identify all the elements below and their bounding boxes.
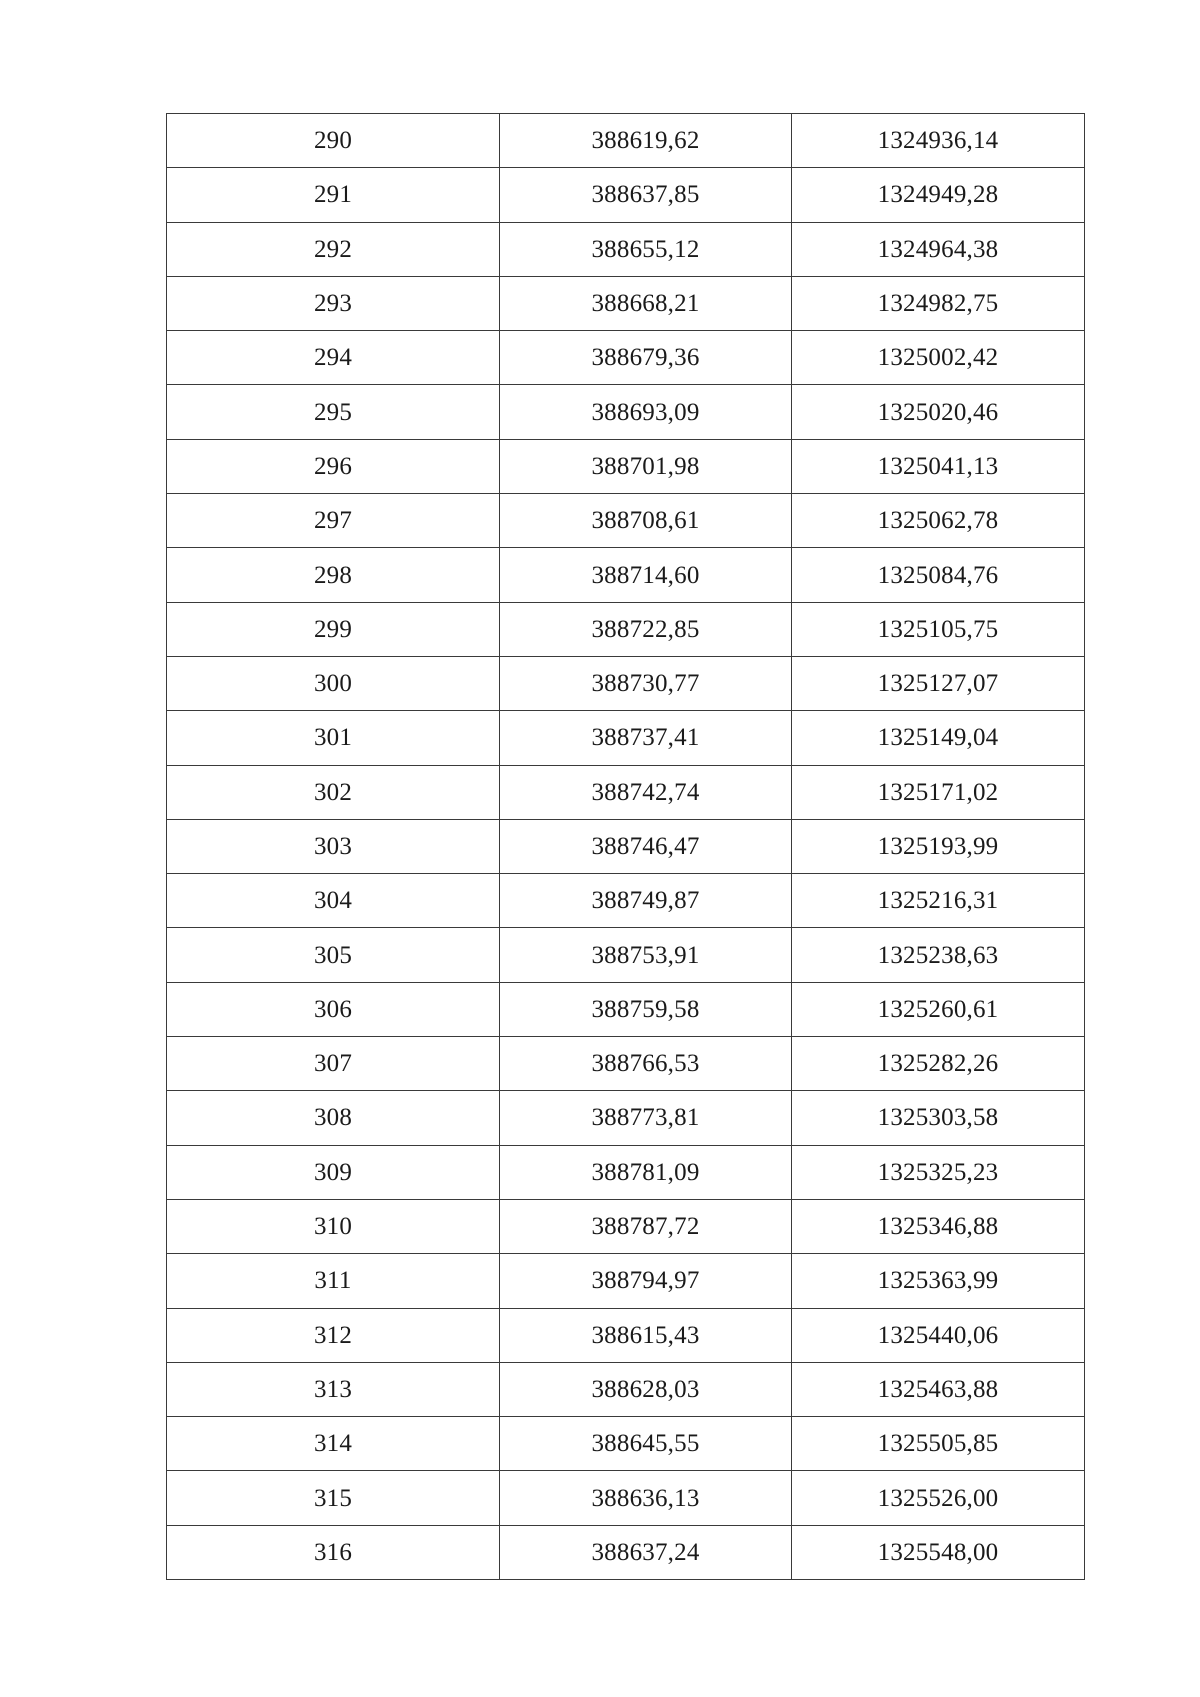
point-number-cell: 307 [167,1037,500,1091]
table-row [167,1417,1085,1471]
point-number-cell: 291 [167,168,500,222]
table-row [167,331,1085,385]
y-coordinate-cell: 1325020,46 [792,385,1085,439]
y-coordinate-cell: 1325127,07 [792,656,1085,710]
point-number-cell: 315 [167,1471,500,1525]
y-coordinate-cell: 1325505,85 [792,1417,1085,1471]
point-number-cell: 313 [167,1362,500,1416]
table-row [167,1145,1085,1199]
point-number-cell: 312 [167,1308,500,1362]
x-coordinate-cell: 388637,85 [500,168,792,222]
x-coordinate-cell: 388693,09 [500,385,792,439]
table-row [167,874,1085,928]
table-row [167,1471,1085,1525]
x-coordinate-cell: 388615,43 [500,1308,792,1362]
y-coordinate-cell: 1325548,00 [792,1525,1085,1579]
y-coordinate-cell: 1325526,00 [792,1471,1085,1525]
point-number-cell: 308 [167,1091,500,1145]
table-row [167,494,1085,548]
point-number-cell: 292 [167,222,500,276]
table-row [167,602,1085,656]
point-number-cell: 295 [167,385,500,439]
x-coordinate-cell: 388746,47 [500,819,792,873]
y-coordinate-cell: 1325463,88 [792,1362,1085,1416]
y-coordinate-cell: 1325440,06 [792,1308,1085,1362]
point-number-cell: 301 [167,711,500,765]
point-number-cell: 302 [167,765,500,819]
point-number-cell: 304 [167,874,500,928]
y-coordinate-cell: 1325041,13 [792,439,1085,493]
x-coordinate-cell: 388794,97 [500,1254,792,1308]
x-coordinate-cell: 388628,03 [500,1362,792,1416]
table-row [167,548,1085,602]
table-row [167,1254,1085,1308]
point-number-cell: 296 [167,439,500,493]
y-coordinate-cell: 1324982,75 [792,276,1085,330]
x-coordinate-cell: 388655,12 [500,222,792,276]
table-row [167,1525,1085,1579]
table-row [167,1091,1085,1145]
table-row [167,168,1085,222]
y-coordinate-cell: 1325325,23 [792,1145,1085,1199]
point-number-cell: 306 [167,982,500,1036]
x-coordinate-cell: 388759,58 [500,982,792,1036]
table-row [167,819,1085,873]
y-coordinate-cell: 1325303,58 [792,1091,1085,1145]
table-row [167,982,1085,1036]
x-coordinate-cell: 388637,24 [500,1525,792,1579]
table-row [167,656,1085,710]
x-coordinate-cell: 388708,61 [500,494,792,548]
point-number-cell: 309 [167,1145,500,1199]
x-coordinate-cell: 388730,77 [500,656,792,710]
y-coordinate-cell: 1325084,76 [792,548,1085,602]
table-row [167,385,1085,439]
x-coordinate-cell: 388787,72 [500,1199,792,1253]
table-row [167,1362,1085,1416]
point-number-cell: 311 [167,1254,500,1308]
table-row [167,1037,1085,1091]
point-number-cell: 310 [167,1199,500,1253]
x-coordinate-cell: 388619,62 [500,114,792,168]
point-number-cell: 290 [167,114,500,168]
x-coordinate-cell: 388749,87 [500,874,792,928]
y-coordinate-cell: 1325149,04 [792,711,1085,765]
table-row [167,928,1085,982]
y-coordinate-cell: 1325238,63 [792,928,1085,982]
y-coordinate-cell: 1324964,38 [792,222,1085,276]
y-coordinate-cell: 1325193,99 [792,819,1085,873]
y-coordinate-cell: 1325062,78 [792,494,1085,548]
y-coordinate-cell: 1325171,02 [792,765,1085,819]
table-row [167,765,1085,819]
table-row [167,222,1085,276]
point-number-cell: 299 [167,602,500,656]
y-coordinate-cell: 1325260,61 [792,982,1085,1036]
point-number-cell: 314 [167,1417,500,1471]
point-number-cell: 297 [167,494,500,548]
x-coordinate-cell: 388737,41 [500,711,792,765]
x-coordinate-cell: 388722,85 [500,602,792,656]
point-number-cell: 303 [167,819,500,873]
point-number-cell: 300 [167,656,500,710]
x-coordinate-cell: 388773,81 [500,1091,792,1145]
coordinates-table [166,113,1085,1580]
y-coordinate-cell: 1324936,14 [792,114,1085,168]
table-row [167,1199,1085,1253]
table-row [167,711,1085,765]
point-number-cell: 293 [167,276,500,330]
x-coordinate-cell: 388645,55 [500,1417,792,1471]
x-coordinate-cell: 388742,74 [500,765,792,819]
y-coordinate-cell: 1324949,28 [792,168,1085,222]
y-coordinate-cell: 1325002,42 [792,331,1085,385]
y-coordinate-cell: 1325282,26 [792,1037,1085,1091]
x-coordinate-cell: 388753,91 [500,928,792,982]
x-coordinate-cell: 388668,21 [500,276,792,330]
table-row [167,276,1085,330]
table-row [167,114,1085,168]
x-coordinate-cell: 388701,98 [500,439,792,493]
table-row [167,1308,1085,1362]
x-coordinate-cell: 388679,36 [500,331,792,385]
x-coordinate-cell: 388714,60 [500,548,792,602]
y-coordinate-cell: 1325216,31 [792,874,1085,928]
y-coordinate-cell: 1325346,88 [792,1199,1085,1253]
y-coordinate-cell: 1325363,99 [792,1254,1085,1308]
x-coordinate-cell: 388636,13 [500,1471,792,1525]
x-coordinate-cell: 388781,09 [500,1145,792,1199]
point-number-cell: 298 [167,548,500,602]
x-coordinate-cell: 388766,53 [500,1037,792,1091]
point-number-cell: 305 [167,928,500,982]
table-row [167,439,1085,493]
point-number-cell: 316 [167,1525,500,1579]
point-number-cell: 294 [167,331,500,385]
y-coordinate-cell: 1325105,75 [792,602,1085,656]
coordinates-table-body [167,114,1085,1580]
